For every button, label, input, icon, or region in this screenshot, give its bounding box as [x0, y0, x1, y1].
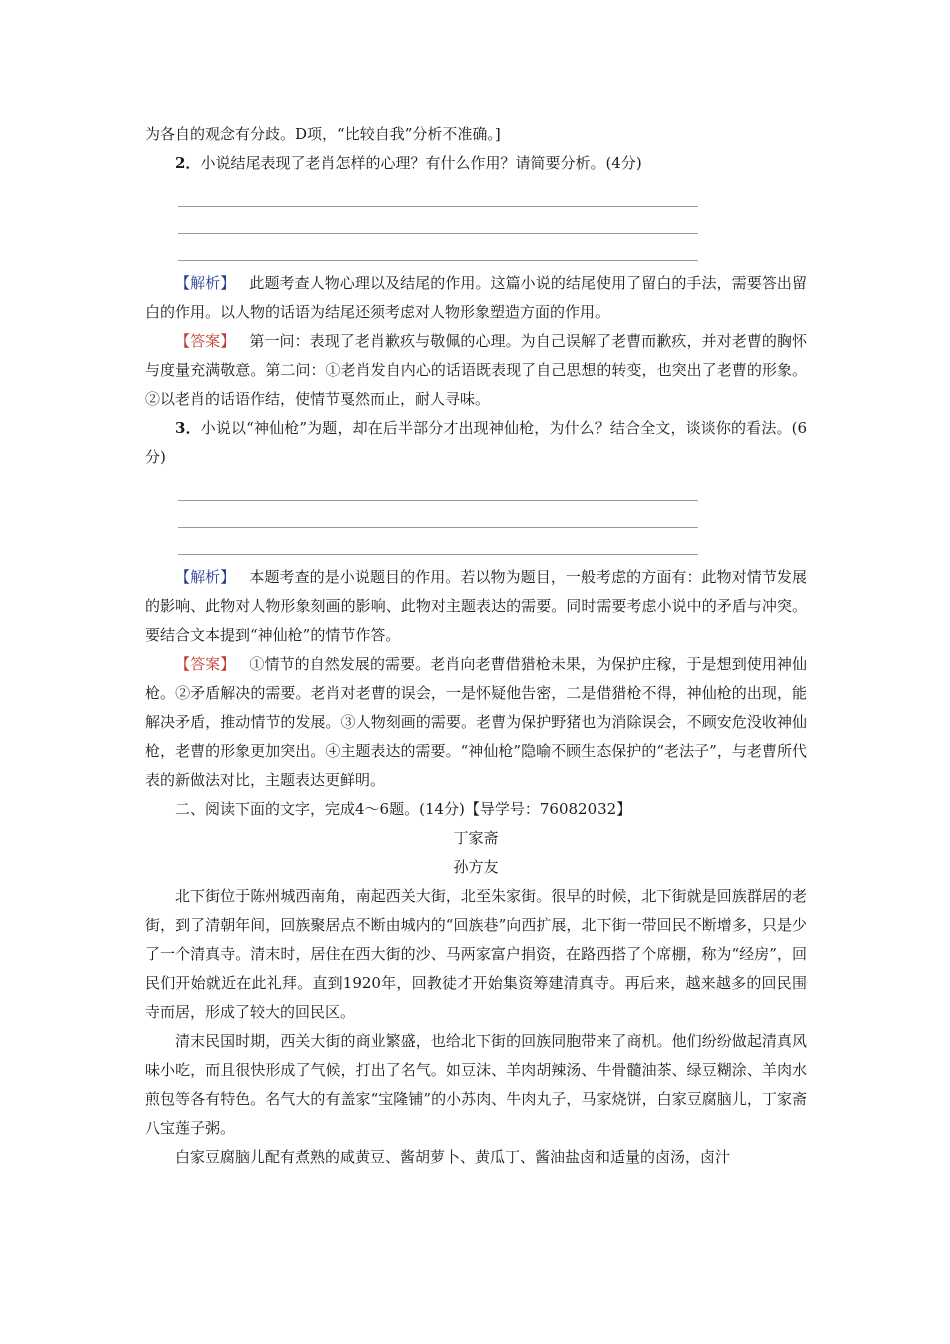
continued-text: 为各自的观念有分歧。D项，“比较自我”分析不准确。]	[145, 125, 501, 143]
answer-text: 第一问：表现了老肖歉疚与敬佩的心理。为自己误解了老曹而歉疚，并对老曹的胸怀与度量充满敬意。第二问：①老肖发自内心的话语既表现了自己思想的转变，也突出了老曹的形象。②以老肖的话语作结，使情节戛然而止，耐人寻味。	[145, 332, 807, 408]
story-paragraph: 清末民国时期，西关大街的商业繁盛，也给北下街的回族同胞带来了商机。他们纷纷做起清真风味小吃，而且很快形成了气候，打出了名气。如豆沫、羊肉胡辣汤、牛骨髓油茶、绿豆糊涂、羊肉水煎包等各有特色。名气大的有盖家“宝隆铺”的小苏肉、牛肉丸子，马家烧饼，白家豆腐脑儿，丁家斋八宝莲子粥。	[145, 1032, 807, 1137]
question-text: 小说以“神仙枪”为题，却在后半部分才出现神仙枪，为什么？结合全文，谈谈你的看法。(6分)	[145, 419, 807, 466]
question-text: 小说结尾表现了老肖怎样的心理？有什么作用？请简要分析。(4分)	[200, 154, 642, 172]
answer-block	[145, 327, 807, 414]
answer-line	[178, 234, 698, 261]
story-author: 孙方友	[453, 858, 499, 876]
answer-line	[178, 501, 698, 528]
page-content	[145, 120, 807, 1172]
answer-block	[145, 650, 807, 795]
answer-line	[178, 474, 698, 501]
analysis-text: 此题考查人物心理以及结尾的作用。这篇小说的结尾使用了留白的手法，需要答出留白的作用。以人物的话语为结尾还须考虑对人物形象塑造方面的作用。	[145, 274, 807, 321]
question-3	[145, 414, 807, 472]
answer-line	[178, 180, 698, 207]
story-paragraph: 北下街位于陈州城西南角，南起西关大街，北至朱家街。很早的时候，北下街就是回族群居的老街，到了清朝年间，回族聚居点不断由城内的“回族巷”向西扩展，北下街一带回民不断增多，只是少了一个清真寺。清末时，居住在西大街的沙、马两家富户捐资，在路西搭了个席棚，称为“经房”，回民们开始就近在此礼拜。直到1920年，回教徒才开始集资筹建清真寺。再后来，越来越多的回民围寺而居，形成了较大的回民区。	[145, 887, 807, 1021]
analysis-block	[145, 269, 807, 327]
question-2	[145, 149, 807, 178]
analysis-tag: 【解析】	[175, 274, 236, 292]
question-number: 3．	[175, 419, 201, 437]
answer-tag: 【答案】	[175, 655, 236, 673]
answer-text: ①情节的自然发展的需要。老肖向老曹借猎枪未果，为保护庄稼，于是想到使用神仙枪。②矛盾解决的需要。老肖对老曹的误会，一是怀疑他告密，二是借猎枪不得，神仙枪的出现，能解决矛盾，推动情节的发展。③人物刻画的需要。老曹为保护野猪也为消除误会，不顾安危没收神仙枪，老曹的形象更加突出。④主题表达的需要。“神仙枪”隐喻不顾生态保护的“老法子”，与老曹所代表的新做法对比，主题表达更鲜明。	[145, 655, 807, 789]
story-title: 丁家斋	[453, 829, 499, 847]
analysis-tag: 【解析】	[175, 568, 236, 586]
analysis-block	[145, 563, 807, 650]
answer-tag: 【答案】	[175, 332, 236, 350]
story-paragraph: 白家豆腐脑儿配有煮熟的咸黄豆、酱胡萝卜、黄瓜丁、酱油盐卤和适量的卤汤，卤汁	[175, 1148, 731, 1166]
question-number: 2．	[175, 154, 201, 172]
section-heading: 二、阅读下面的文字，完成4～6题。(14分)【导学号：76082032】	[175, 800, 632, 818]
answer-line	[178, 528, 698, 555]
answer-lines	[178, 474, 698, 555]
analysis-text: 本题考查的是小说题目的作用。若以物为题目，一般考虑的方面有：此物对情节发展的影响、此物对人物形象刻画的影响、此物对主题表达的需要。同时需要考虑小说中的矛盾与冲突。要结合文本提到“神仙枪”的情节作答。	[145, 568, 807, 644]
answer-line	[178, 207, 698, 234]
answer-lines	[178, 180, 698, 261]
